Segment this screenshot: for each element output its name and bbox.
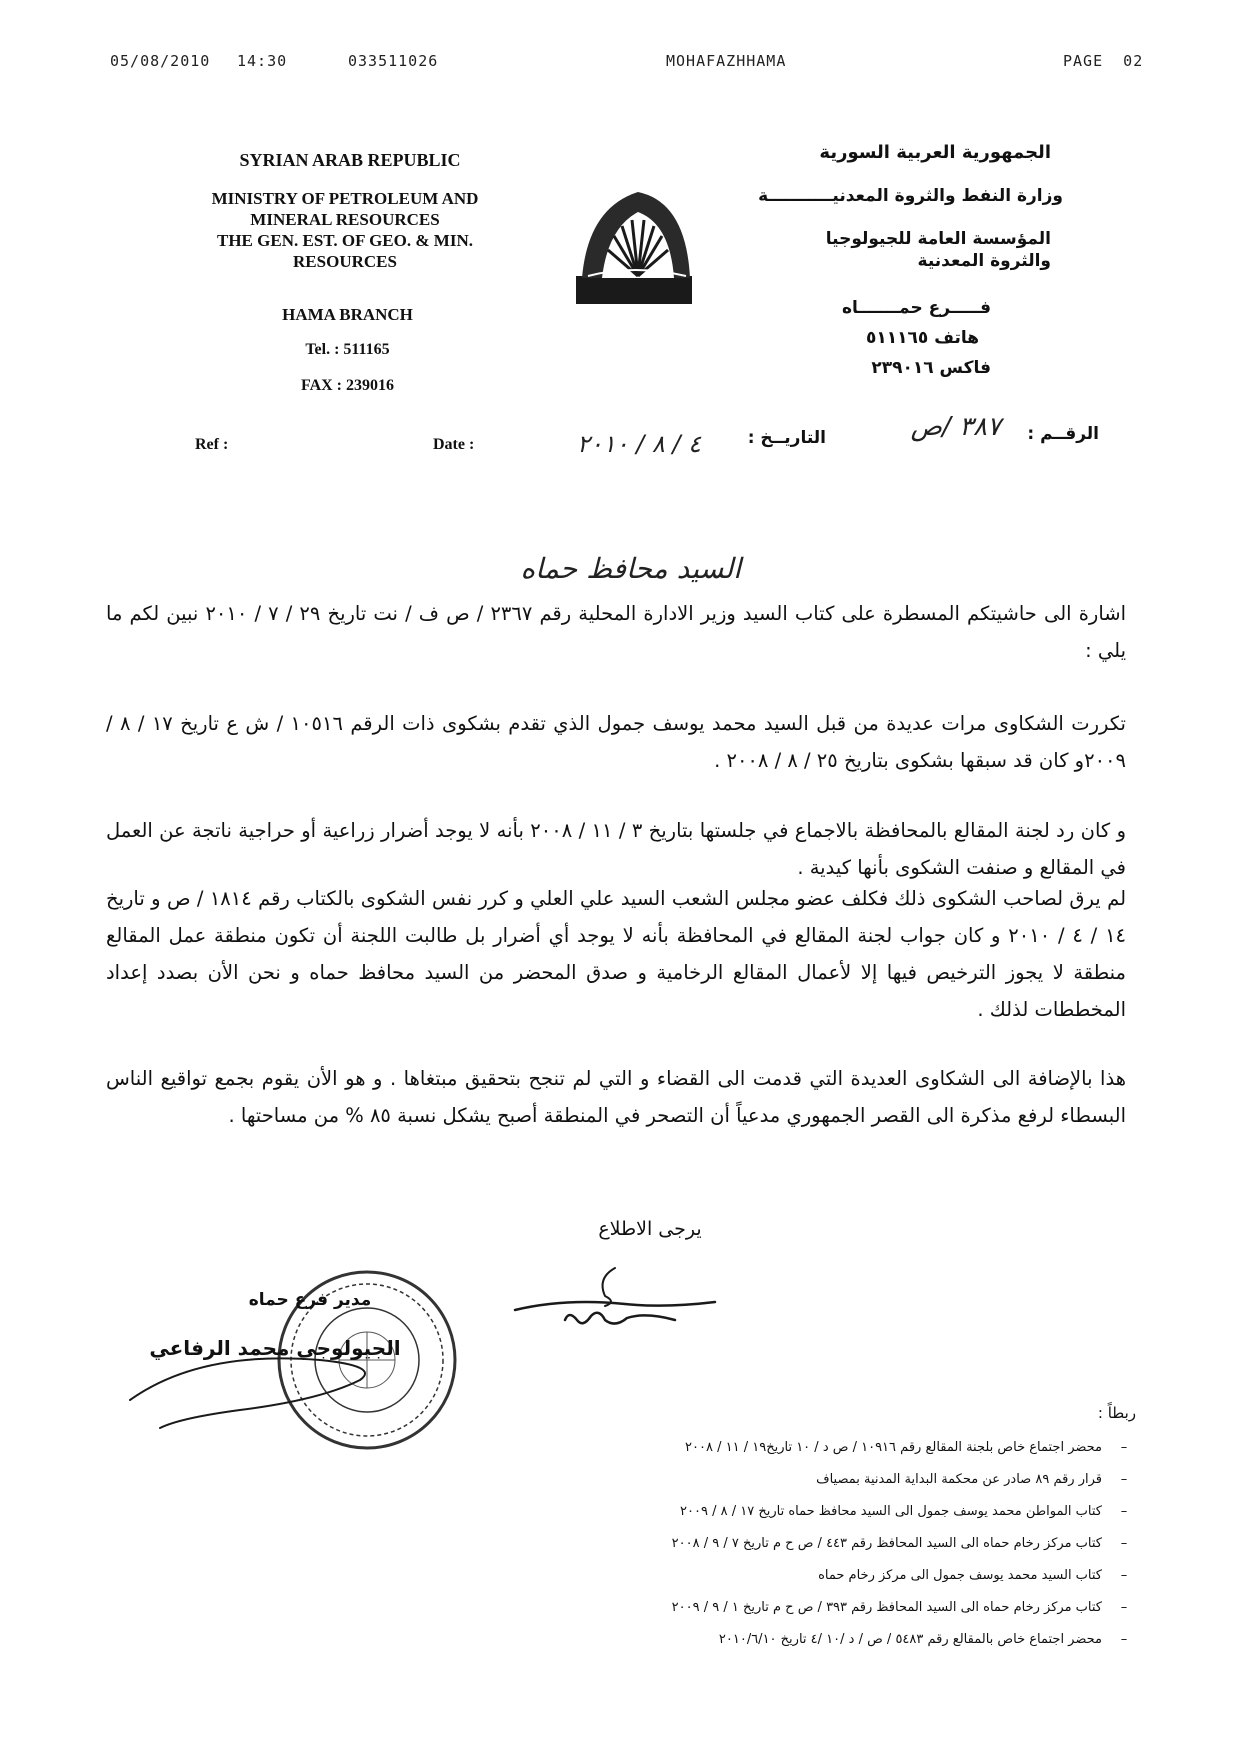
signatory-name: الجيولوجي محمد الرفاعي xyxy=(149,1336,401,1360)
body-paragraph-3: و كان رد لجنة المقالع بالمحافظة بالاجماع في جلستها بتاريخ ٣ / ١١ / ٢٠٠٨ بأنه لا يوجد أضرار زراعية أو حراجية ناتجة عن العمل في المقالع و صنفت الشكوى بأنها كيدية . xyxy=(106,819,1126,879)
letterhead-fax: FAX : 239016 xyxy=(300,377,395,394)
ministry-line: MINISTRY OF PETROLEUM AND MINERAL RESOURCES xyxy=(211,189,479,229)
list-item: –قرار رقم ٨٩ صادر عن محكمة البداية المدنية بمصياف xyxy=(816,1472,1128,1487)
body-paragraph-4: لم يرق لصاحب الشكوى ذلك فكلف عضو مجلس الشعب السيد علي العلي و كرر نفس الشكوى بالكتاب رقم ١٨١٤ / ص و تاريخ ١٤ / ٤ / ٢٠١٠ و كان جواب لجنة المقالع في المحافظة بأنه لا يوجد أي أضرار بل طالبت اللجنة أن تكون منطقة عمل المقالع منطقة لا يجوز الترخيص فيها إلا لأعمال المقالع الرخامية و صدق المحضر من السيد محافظ حماه و نحن الأن بصدد إعداد المخططات لذلك . xyxy=(106,887,1127,1021)
list-item: –كتاب السيد محمد يوسف جمول الى مركز رخام حماه xyxy=(818,1568,1128,1583)
body-paragraph-2: تكررت الشكاوى مرات عديدة من قبل السيد محمد يوسف جمول الذي تقدم بشكوى ذات الرقم ١٠٥١٦ / ش ع تاريخ ١٧ / ٨ / ٢٠٠٩و كان قد سبقها بشكوى بتاريخ ٢٥ / ٨ / ٢٠٠٨ . xyxy=(106,712,1126,772)
attachment-text: محضر اجتماع خاص بالمقالع رقم ٥٤٨٣ / ص / د /١٠ /٤ تاريخ ٢٠١٠/٦/١٠ xyxy=(718,1632,1102,1647)
attachment-text: كتاب المواطن محمد يوسف جمول الى السيد محافظ حماه تاريخ ١٧ / ٨ / ٢٠٠٩ xyxy=(680,1504,1102,1519)
fax-number: 033511026 xyxy=(348,52,439,70)
attachments-label: ربطاً : xyxy=(1097,1404,1136,1422)
letterhead-ministry-ar: وزارة النفط والثروة المعدنيـــــــــــة xyxy=(758,186,1063,206)
attachment-text: كتاب السيد محمد يوسف جمول الى مركز رخام حماه xyxy=(818,1568,1102,1583)
list-item: –كتاب مركز رخام حماه الى السيد المحافظ رقم ٤٤٣ / ص ح م تاريخ ٧ / ٩ / ٢٠٠٨ xyxy=(671,1536,1128,1551)
attachment-text: كتاب مركز رخام حماه الى السيد المحافظ رقم ٤٤٣ / ص ح م تاريخ ٧ / ٩ / ٢٠٠٨ xyxy=(671,1536,1102,1551)
fax-page: PAGE 02 xyxy=(1063,52,1144,70)
body-paragraph-1: اشارة الى حاشيتكم المسطرة على كتاب السيد وزير الادارة المحلية رقم ٢٣٦٧ / ص ف / نت تاريخ ٢٩ / ٧ / ٢٠١٠ نبين لكم ما يلي : xyxy=(106,602,1127,662)
establishment-line: THE GEN. EST. OF GEO. & MIN. RESOURCES xyxy=(217,231,473,271)
fax-sender: MOHAFAZHHAMA xyxy=(666,52,787,70)
list-item: –محضر اجتماع خاص بالمقالع رقم ٥٤٨٣ / ص / د /١٠ /٤ تاريخ ٢٠١٠/٦/١٠ xyxy=(718,1632,1128,1647)
handwritten-ref-number: ٣٨٧ /ص xyxy=(910,412,1001,442)
letterhead-country-ar: الجمهورية العربية السورية xyxy=(819,142,1051,163)
attachment-text: محضر اجتماع خاص بلجنة المقالع رقم ١٠٩١٦ / ص د / ١٠ تاريخ١٩ / ١١ / ٢٠٠٨ xyxy=(685,1440,1102,1455)
list-item: –كتاب مركز رخام حماه الى السيد المحافظ رقم ٣٩٣ / ص ح م تاريخ ١ / ٩ / ٢٠٠٩ xyxy=(671,1600,1128,1615)
attachments-list xyxy=(446,1432,1146,1656)
list-item: –كتاب المواطن محمد يوسف جمول الى السيد محافظ حماه تاريخ ١٧ / ٨ / ٢٠٠٩ xyxy=(680,1504,1128,1519)
letterhead-establishment-ar: المؤسسة العامة للجيولوجيا والثروة المعدنية xyxy=(825,229,1051,271)
handwritten-addressee: السيد محافظ حماه xyxy=(520,552,741,585)
ref-label-en: Ref : xyxy=(195,436,229,453)
attachment-text: قرار رقم ٨٩ صادر عن محكمة البداية المدنية بمصياف xyxy=(816,1472,1102,1487)
letterhead-country-en: SYRIAN ARAB REPUBLIC xyxy=(239,150,461,170)
fax-time: 14:30 xyxy=(237,52,288,70)
closing-line: يرجى الاطلاع xyxy=(598,1218,702,1240)
letterhead-phone-ar: هاتف ٥١١١٦٥ xyxy=(866,328,979,348)
attachment-text: كتاب مركز رخام حماه الى السيد المحافظ رقم ٣٩٣ / ص ح م تاريخ ١ / ٩ / ٢٠٠٩ xyxy=(671,1600,1102,1615)
signatory-title: مدير فرع حماه xyxy=(248,1290,372,1310)
ministry-logo-icon xyxy=(568,178,700,308)
letterhead-branch-en: HAMA BRANCH xyxy=(282,305,413,324)
handwritten-date: ٤ / ٨ / ٢٠١٠ xyxy=(576,430,701,458)
letterhead-fax-ar: فاكس ٢٣٩٠١٦ xyxy=(871,358,991,378)
list-item: –محضر اجتماع خاص بلجنة المقالع رقم ١٠٩١٦ / ص د / ١٠ تاريخ١٩ / ١١ / ٢٠٠٨ xyxy=(685,1440,1128,1455)
date-label-ar: التاريــخ : xyxy=(747,428,826,448)
letterhead-ministry-en xyxy=(175,188,515,272)
body-paragraph-5: هذا بالإضافة الى الشكاوى العديدة التي قدمت الى القضاء و التي لم تنجح بتحقيق مبتغاها . و هو الأن يقوم بجمع تواقيع الناس البسطاء لرفع مذكرة الى القصر الجمهوري مدعياً أن التصحر في المنطقة أصبح يشكل نسبة ٨٥ % من مساحتها . xyxy=(106,1067,1126,1127)
signatory-scribble-icon xyxy=(120,1340,400,1430)
date-label-en: Date : xyxy=(433,436,475,453)
fax-date: 05/08/2010 xyxy=(110,52,211,70)
letterhead-tel: Tel. : 511165 xyxy=(305,341,390,358)
ref-label-ar: الرقــم : xyxy=(1027,424,1099,444)
letterhead-branch-ar: فـــــرع حمـــــــاه xyxy=(841,298,991,318)
signature-icon xyxy=(505,1258,725,1348)
